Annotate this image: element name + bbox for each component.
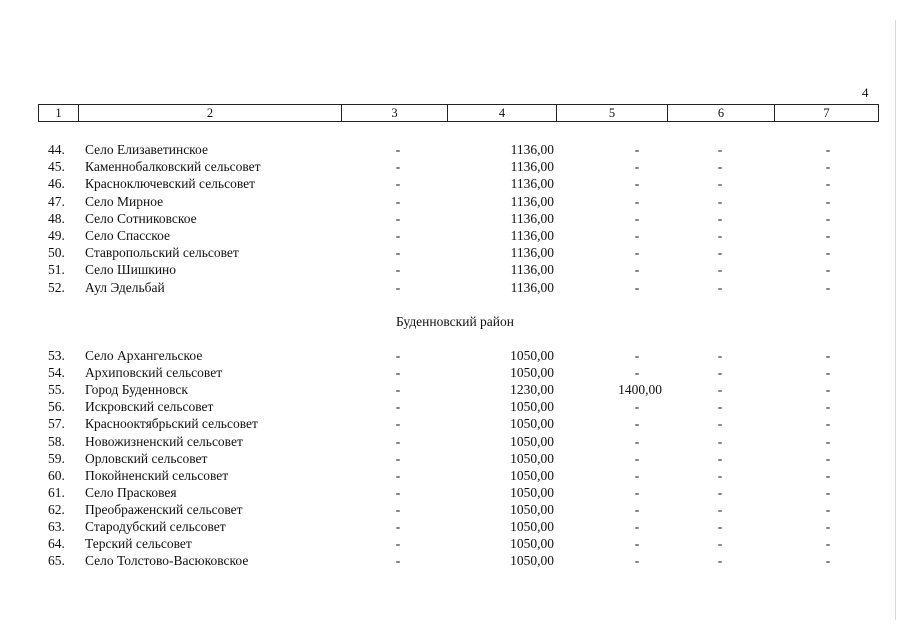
- col-3-value: -: [395, 159, 401, 175]
- settlement-name: Каменнобалковский сельсовет: [85, 159, 261, 175]
- row-number: 55.: [48, 382, 65, 398]
- settlement-name: Искровский сельсовет: [85, 399, 214, 415]
- col-5-value: -: [634, 210, 640, 226]
- row-number: 59.: [48, 450, 65, 466]
- settlement-name: Краснооктябрьский сельсовет: [85, 416, 258, 432]
- col-3-value: -: [395, 450, 401, 466]
- col-3-value: -: [395, 519, 401, 534]
- row-number: 63.: [48, 519, 65, 534]
- col-4-value: 1050,00: [510, 519, 554, 534]
- col-4-value: 1136,00: [510, 142, 554, 157]
- col-5-value: -: [634, 399, 640, 415]
- col-4-value: 1136,00: [510, 159, 554, 175]
- table-row: [0, 175, 905, 192]
- col-5-value: -: [634, 279, 640, 295]
- table-row: [0, 141, 905, 158]
- settlement-name: Орловский сельсовет: [85, 450, 208, 466]
- col-3-value: -: [395, 416, 401, 432]
- col-7-value: -: [825, 348, 831, 363]
- table-row: [0, 227, 905, 244]
- col-5-value: -: [634, 159, 640, 175]
- col-6-value: -: [717, 399, 723, 415]
- col-3-value: -: [395, 245, 401, 261]
- col-7-value: -: [825, 142, 831, 157]
- col-4-value: 1050,00: [510, 416, 554, 432]
- table-row: [0, 210, 905, 227]
- col-4-value: 1230,00: [510, 382, 554, 398]
- settlement-name: Город Буденновск: [85, 382, 188, 398]
- col-3-value: -: [395, 228, 401, 243]
- col-3-value: -: [395, 553, 401, 569]
- col-6-value: -: [717, 416, 723, 432]
- col-6-value: -: [717, 365, 723, 381]
- col-3-value: -: [395, 365, 401, 381]
- table-row: [0, 501, 905, 518]
- header-col-3: 3: [342, 105, 448, 122]
- header-row: [39, 105, 879, 122]
- col-5-value: -: [634, 262, 640, 278]
- col-6-value: -: [717, 228, 723, 243]
- col-6-value: -: [717, 210, 723, 226]
- col-5-value: -: [634, 142, 640, 157]
- col-7-value: -: [825, 159, 831, 175]
- col-7-value: -: [825, 519, 831, 534]
- col-7-value: -: [825, 365, 831, 381]
- col-3-value: -: [395, 193, 401, 209]
- row-number: 48.: [48, 210, 65, 226]
- col-6-value: -: [717, 553, 723, 569]
- table-row: [0, 433, 905, 450]
- col-7-value: -: [825, 416, 831, 432]
- row-number: 58.: [48, 433, 65, 449]
- col-4-value: 1050,00: [510, 501, 554, 517]
- col-3-value: -: [395, 262, 401, 278]
- col-7-value: -: [825, 382, 831, 398]
- settlement-name: Село Мирное: [85, 193, 164, 209]
- col-5-value: -: [634, 536, 640, 552]
- col-5-value: -: [634, 467, 640, 483]
- header-col-2: 2: [79, 105, 342, 122]
- header-col-6: 6: [668, 105, 775, 122]
- table-row: [0, 415, 905, 432]
- col-3-value: -: [395, 484, 401, 500]
- col-4-value: 1050,00: [510, 450, 554, 466]
- settlement-name: Терский сельсовет: [85, 536, 192, 552]
- col-7-value: -: [825, 501, 831, 517]
- col-4-value: 1050,00: [510, 365, 554, 381]
- settlement-name: Аул Эдельбай: [85, 279, 165, 295]
- col-5-value: -: [634, 176, 640, 192]
- settlement-name: Село Спасское: [85, 228, 171, 243]
- settlement-name: Село Шишкино: [85, 262, 177, 278]
- col-7-value: -: [825, 262, 831, 278]
- col-7-value: -: [825, 176, 831, 192]
- col-5-value: 1400,00: [618, 382, 662, 398]
- table-row: [0, 381, 905, 398]
- section-title: Буденновский район: [396, 314, 514, 329]
- col-3-value: -: [395, 399, 401, 415]
- col-7-value: -: [825, 279, 831, 295]
- col-7-value: -: [825, 450, 831, 466]
- table-row: [0, 158, 905, 175]
- col-5-value: -: [634, 193, 640, 209]
- table-row: [0, 347, 905, 364]
- header-col-1: 1: [39, 105, 79, 122]
- table-row: [0, 261, 905, 278]
- header-col-4: 4: [448, 105, 557, 122]
- table-row: [0, 535, 905, 552]
- col-6-value: -: [717, 142, 723, 157]
- row-number: 54.: [48, 365, 65, 381]
- col-4-value: 1050,00: [510, 467, 554, 483]
- col-3-value: -: [395, 536, 401, 552]
- col-4-value: 1050,00: [510, 536, 554, 552]
- col-7-value: -: [825, 433, 831, 449]
- settlement-name: Ставропольский сельсовет: [85, 245, 239, 261]
- table-row: [0, 467, 905, 484]
- table-row: [0, 518, 905, 535]
- col-4-value: 1050,00: [510, 399, 554, 415]
- col-6-value: -: [717, 501, 723, 517]
- col-7-value: -: [825, 536, 831, 552]
- col-5-value: -: [634, 416, 640, 432]
- col-7-value: -: [825, 467, 831, 483]
- table-row: [0, 364, 905, 381]
- col-5-value: -: [634, 450, 640, 466]
- col-6-value: -: [717, 519, 723, 534]
- header-col-5: 5: [557, 105, 668, 122]
- table-row: [0, 193, 905, 210]
- row-number: 65.: [48, 553, 65, 569]
- row-number: 47.: [48, 193, 65, 209]
- col-3-value: -: [395, 176, 401, 192]
- col-3-value: -: [395, 467, 401, 483]
- col-5-value: -: [634, 519, 640, 534]
- col-5-value: -: [634, 348, 640, 363]
- col-6-value: -: [717, 450, 723, 466]
- col-3-value: -: [395, 382, 401, 398]
- table-row: [0, 450, 905, 467]
- col-3-value: -: [395, 142, 401, 157]
- settlement-name: Новожизненский сельсовет: [85, 433, 243, 449]
- row-number: 56.: [48, 399, 65, 415]
- col-4-value: 1136,00: [510, 279, 554, 295]
- col-4-value: 1136,00: [510, 193, 554, 209]
- col-4-value: 1136,00: [510, 176, 554, 192]
- col-7-value: -: [825, 245, 831, 261]
- col-6-value: -: [717, 382, 723, 398]
- col-6-value: -: [717, 193, 723, 209]
- col-3-value: -: [395, 433, 401, 449]
- row-number: 60.: [48, 467, 65, 483]
- table-row: [0, 552, 905, 569]
- col-3-value: -: [395, 279, 401, 295]
- col-7-value: -: [825, 228, 831, 243]
- col-6-value: -: [717, 279, 723, 295]
- col-6-value: -: [717, 348, 723, 363]
- col-5-value: -: [634, 553, 640, 569]
- col-6-value: -: [717, 433, 723, 449]
- col-5-value: -: [634, 433, 640, 449]
- col-4-value: 1136,00: [510, 228, 554, 243]
- settlement-name: Село Толстово-Васюковское: [85, 553, 249, 569]
- col-3-value: -: [395, 348, 401, 363]
- settlement-name: Село Архангельское: [85, 348, 203, 363]
- col-4-value: 1136,00: [510, 245, 554, 261]
- table-row: [0, 398, 905, 415]
- col-4-value: 1050,00: [510, 433, 554, 449]
- row-number: 62.: [48, 501, 65, 517]
- col-4-value: 1136,00: [510, 262, 554, 278]
- row-number: 45.: [48, 159, 65, 175]
- row-number: 46.: [48, 176, 65, 192]
- settlement-name: Стародубский сельсовет: [85, 519, 226, 534]
- col-6-value: -: [717, 262, 723, 278]
- row-number: 49.: [48, 228, 65, 243]
- table-row: [0, 279, 905, 296]
- row-number: 61.: [48, 484, 65, 500]
- row-number: 50.: [48, 245, 65, 261]
- row-number: 57.: [48, 416, 65, 432]
- column-number-header: [38, 104, 879, 122]
- col-6-value: -: [717, 484, 723, 500]
- row-number: 53.: [48, 348, 65, 363]
- row-number: 52.: [48, 279, 65, 295]
- settlement-name: Село Елизаветинское: [85, 142, 208, 157]
- col-4-value: 1050,00: [510, 553, 554, 569]
- table-row: [0, 244, 905, 261]
- col-4-value: 1050,00: [510, 348, 554, 363]
- col-4-value: 1050,00: [510, 484, 554, 500]
- settlement-name: Покойненский сельсовет: [85, 467, 229, 483]
- col-5-value: -: [634, 484, 640, 500]
- col-6-value: -: [717, 536, 723, 552]
- col-7-value: -: [825, 399, 831, 415]
- col-3-value: -: [395, 210, 401, 226]
- col-6-value: -: [717, 467, 723, 483]
- col-5-value: -: [634, 365, 640, 381]
- settlement-name: Село Прасковея: [85, 484, 177, 500]
- table-row: [0, 484, 905, 501]
- col-7-value: -: [825, 484, 831, 500]
- row-number: 44.: [48, 142, 65, 157]
- col-5-value: -: [634, 245, 640, 261]
- settlement-name: Преображенский сельсовет: [85, 501, 243, 517]
- page-number: 4: [862, 85, 869, 100]
- header-col-7: 7: [775, 105, 879, 122]
- col-6-value: -: [717, 159, 723, 175]
- settlement-name: Архиповский сельсовет: [85, 365, 223, 381]
- col-6-value: -: [717, 176, 723, 192]
- col-7-value: -: [825, 193, 831, 209]
- col-6-value: -: [717, 245, 723, 261]
- col-4-value: 1136,00: [510, 210, 554, 226]
- col-5-value: -: [634, 228, 640, 243]
- row-number: 51.: [48, 262, 65, 278]
- settlement-name: Красноключевский сельсовет: [85, 176, 256, 192]
- col-5-value: -: [634, 501, 640, 517]
- col-3-value: -: [395, 501, 401, 517]
- row-number: 64.: [48, 536, 65, 552]
- col-7-value: -: [825, 553, 831, 569]
- col-7-value: -: [825, 210, 831, 226]
- settlement-name: Село Сотниковское: [85, 210, 197, 226]
